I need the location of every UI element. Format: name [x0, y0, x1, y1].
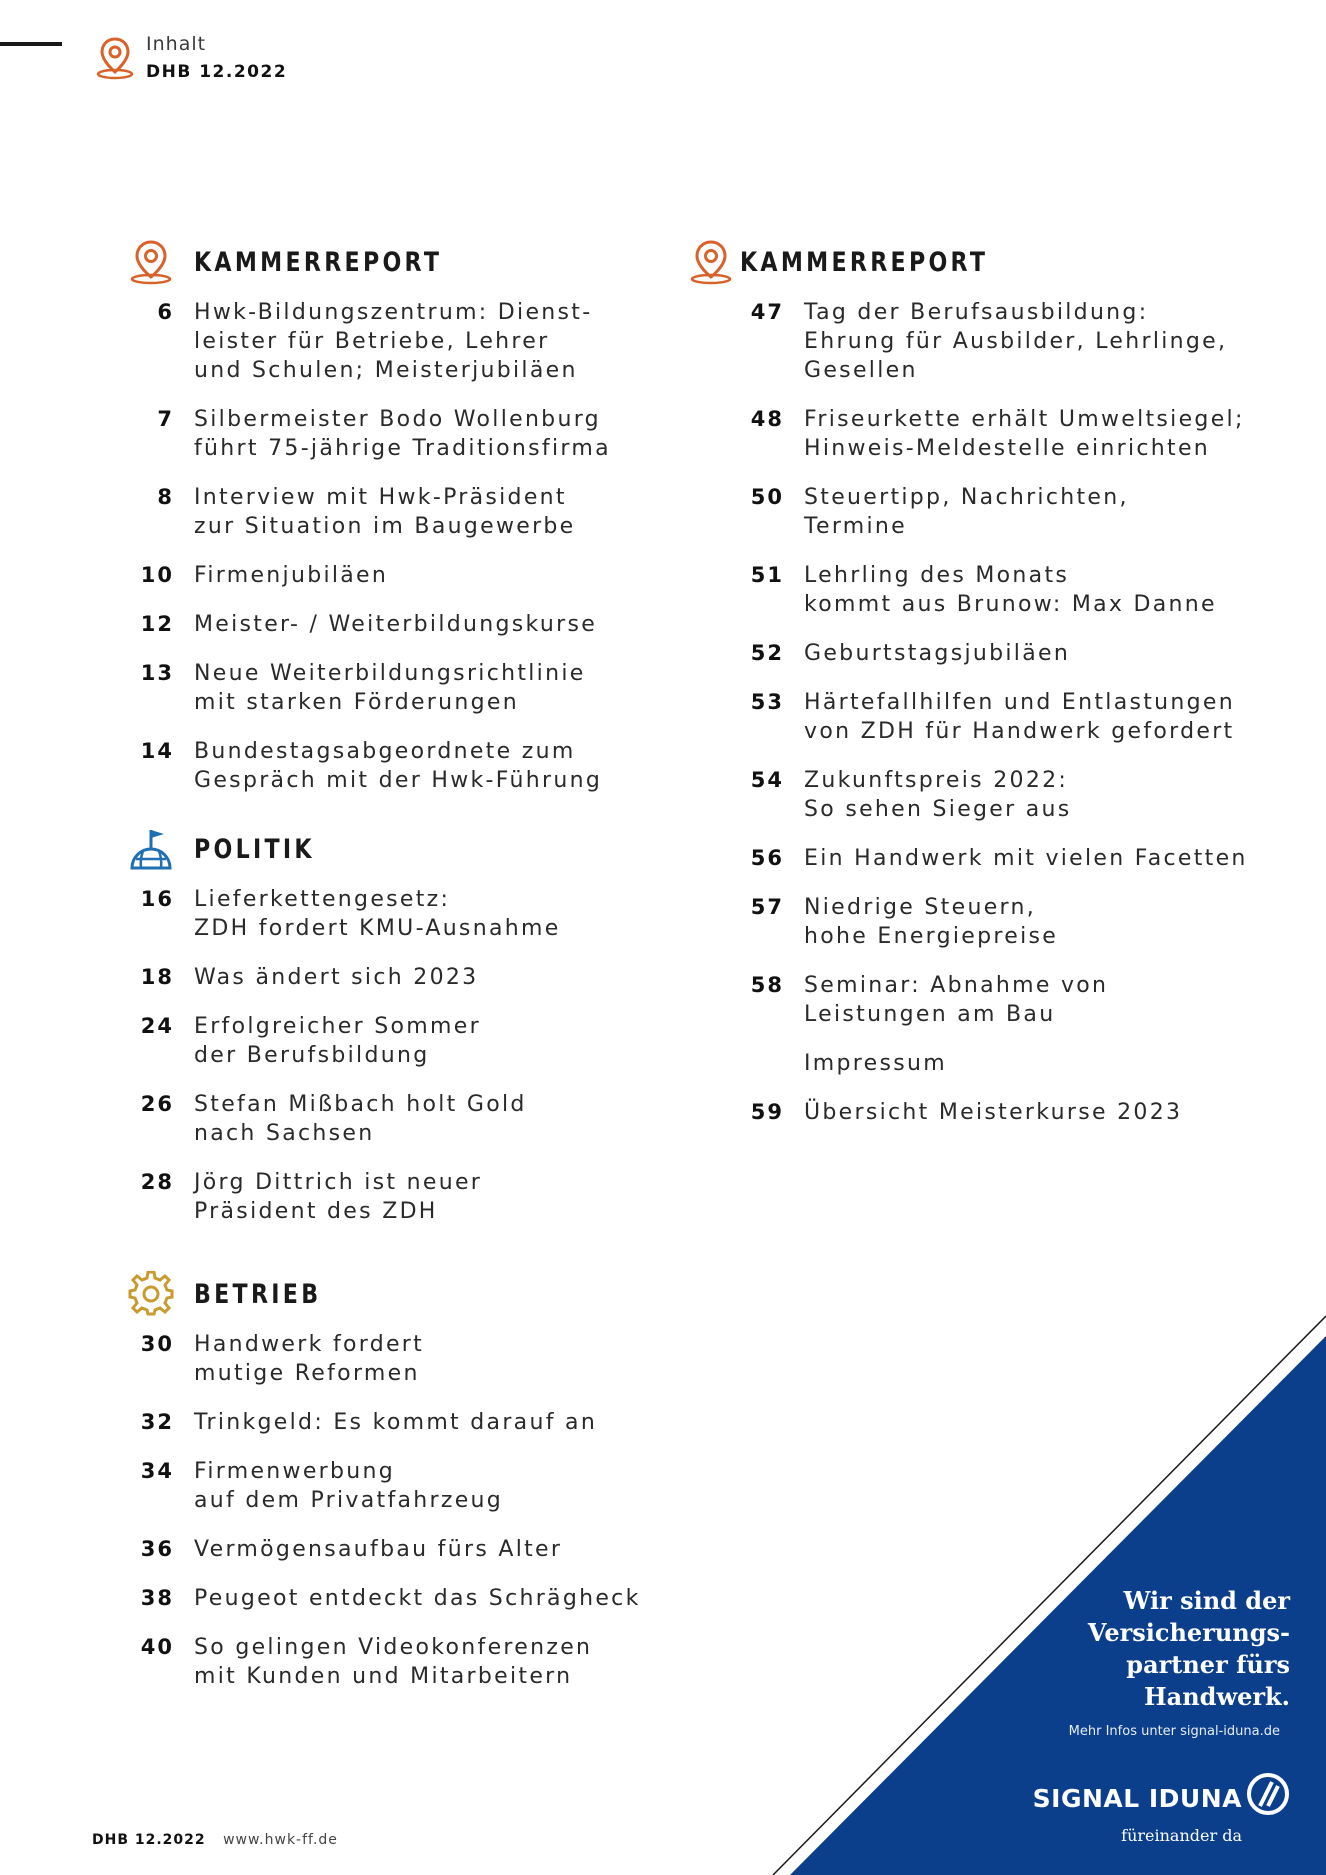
- section-title: POLITIK: [194, 833, 315, 865]
- entry-title: Interview mit Hwk-Präsident zur Situation im Baugewerbe: [194, 485, 576, 539]
- footer-url-link[interactable]: www.hwk-ff.de: [223, 1832, 338, 1848]
- entry-page-number: 12: [140, 612, 174, 636]
- entry-title: Ein Handwerk mit vielen Facetten: [804, 846, 1248, 871]
- toc-entry[interactable]: [128, 659, 688, 717]
- entry-title: Peugeot entdeckt das Schrägheck: [194, 1586, 641, 1611]
- toc-right-column: [688, 238, 1288, 1127]
- header-issue-label: DHB 12.2022: [146, 62, 288, 82]
- section-politik: [128, 825, 688, 873]
- toc-entry[interactable]: [738, 844, 1288, 873]
- entry-page-number: 48: [750, 407, 784, 431]
- toc-entry[interactable]: [738, 893, 1288, 951]
- map-pin-icon: [94, 36, 136, 80]
- toc-entry[interactable]: [738, 405, 1288, 463]
- entry-page-number: 13: [140, 661, 174, 685]
- brand-name: SIGNAL IDUNA: [1032, 1784, 1242, 1813]
- entry-page-number: 52: [750, 641, 784, 665]
- toc-entry[interactable]: [128, 610, 688, 639]
- toc-entry[interactable]: [128, 1633, 688, 1691]
- entry-page-number: 18: [140, 965, 174, 989]
- entry-page-number: 59: [750, 1100, 784, 1124]
- toc-entry[interactable]: [128, 1457, 688, 1515]
- section-title: KAMMERREPORT: [194, 246, 443, 278]
- section-kammerreport-left: [128, 238, 688, 286]
- entry-page-number: 36: [140, 1537, 174, 1561]
- entry-page-number: 34: [140, 1459, 174, 1483]
- entry-title: Firmenjubiläen: [194, 563, 389, 588]
- entry-title: Lehrling des Monats kommt aus Brunow: Max Danne: [804, 563, 1217, 617]
- entry-title: Was ändert sich 2023: [194, 965, 479, 990]
- entry-page-number: 58: [750, 973, 784, 997]
- entry-page-number: 57: [750, 895, 784, 919]
- entry-title: Erfolgreicher Sommer der Berufsbildung: [194, 1014, 481, 1068]
- entry-page-number: 28: [140, 1170, 174, 1194]
- toc-entry[interactable]: [738, 971, 1288, 1029]
- entry-title: Seminar: Abnahme von Leistungen am Bau: [804, 973, 1109, 1027]
- toc-entry[interactable]: [738, 561, 1288, 619]
- toc-entry[interactable]: [128, 1408, 688, 1437]
- toc-entry[interactable]: [738, 688, 1288, 746]
- footer-issue: DHB 12.2022: [92, 1832, 206, 1848]
- ad-info-link[interactable]: Mehr Infos unter signal-iduna.de: [1068, 1724, 1280, 1739]
- toc-entry[interactable]: [128, 1168, 688, 1226]
- entry-page-number: 50: [750, 485, 784, 509]
- entry-title: Tag der Berufsausbildung: Ehrung für Ausbilder, Lehrlinge, Gesellen: [804, 300, 1228, 383]
- entry-page-number: 26: [140, 1092, 174, 1116]
- entry-title: Lieferkettengesetz: ZDH fordert KMU-Ausnahme: [194, 887, 561, 941]
- toc-entry[interactable]: [128, 737, 688, 795]
- toc-entry[interactable]: [128, 1584, 688, 1613]
- entry-title: Handwerk fordert mutige Reformen: [194, 1332, 425, 1386]
- entry-title: Vermögensaufbau fürs Alter: [194, 1537, 563, 1562]
- entry-title: Silbermeister Bodo Wollenburg führt 75-jährige Traditionsfirma: [194, 407, 611, 461]
- entry-title: Übersicht Meisterkurse 2023: [804, 1100, 1183, 1125]
- map-pin-icon: [128, 239, 174, 285]
- entry-title: Bundestagsabgeordnete zum Gespräch mit der Hwk-Führung: [194, 739, 603, 793]
- signal-iduna-logo-icon: [1246, 1772, 1290, 1816]
- toc-left-column: [128, 238, 688, 1691]
- section-title: KAMMERREPORT: [740, 246, 989, 278]
- entry-page-number: 40: [140, 1635, 174, 1659]
- ad-slogan: Wir sind der Versicherungs- partner fürs Handwerk.: [1087, 1586, 1290, 1711]
- entry-page-number: 6: [157, 300, 174, 324]
- entry-page-number: 8: [157, 485, 174, 509]
- entry-page-number: 30: [140, 1332, 174, 1356]
- entry-title: Stefan Mißbach holt Gold nach Sachsen: [194, 1092, 527, 1146]
- entry-title: Steuertipp, Nachrichten, Termine: [804, 485, 1129, 539]
- toc-entry[interactable]: [738, 766, 1288, 824]
- entry-title: Meister- / Weiterbildungskurse: [194, 612, 598, 637]
- toc-entry[interactable]: [128, 1535, 688, 1564]
- entry-page-number: 24: [140, 1014, 174, 1038]
- entry-title: Niedrige Steuern, hohe Energiepreise: [804, 895, 1059, 949]
- toc-entry[interactable]: [738, 483, 1288, 541]
- toc-entry[interactable]: [128, 963, 688, 992]
- globe-flag-icon: [128, 826, 174, 872]
- toc-entry[interactable]: [738, 639, 1288, 668]
- toc-entry[interactable]: [128, 405, 688, 463]
- signal-iduna-ad[interactable]: [760, 1300, 1326, 1875]
- toc-entry[interactable]: [738, 1098, 1288, 1127]
- entry-title: Firmenwerbung auf dem Privatfahrzeug: [194, 1459, 504, 1513]
- header-section-label: Inhalt: [146, 33, 207, 55]
- entry-title: Friseurkette erhält Umweltsiegel; Hinweis-Meldestelle einrichten: [804, 407, 1245, 461]
- entry-page-number: 16: [140, 887, 174, 911]
- map-pin-icon: [688, 239, 734, 285]
- header-rule: [0, 42, 62, 46]
- toc-entry[interactable]: [128, 1012, 688, 1070]
- entry-page-number: 47: [750, 300, 784, 324]
- page-footer: [92, 1832, 338, 1848]
- toc-entry[interactable]: [128, 1330, 688, 1388]
- entry-title: Impressum: [804, 1051, 947, 1076]
- toc-entry[interactable]: [128, 561, 688, 590]
- entry-title: Jörg Dittrich ist neuer Präsident des ZDH: [194, 1170, 483, 1224]
- entry-page-number: 14: [140, 739, 174, 763]
- entry-title: Trinkgeld: Es kommt darauf an: [194, 1410, 598, 1435]
- section-betrieb: [128, 1270, 688, 1318]
- entry-page-number: 10: [140, 563, 174, 587]
- entry-title: Geburtstagsjubiläen: [804, 641, 1071, 666]
- entry-page-number: 7: [157, 407, 174, 431]
- entry-page-number: 51: [750, 563, 784, 587]
- toc-entry-impressum[interactable]: [738, 1049, 1288, 1078]
- entry-page-number: 32: [140, 1410, 174, 1434]
- toc-entry[interactable]: [128, 1090, 688, 1148]
- toc-entry[interactable]: [738, 298, 1288, 385]
- entry-title: So gelingen Videokonferenzen mit Kunden und Mitarbeitern: [194, 1635, 593, 1689]
- toc-entry[interactable]: [128, 298, 688, 385]
- entry-page-number: 54: [750, 768, 784, 792]
- entry-page-number: 53: [750, 690, 784, 714]
- section-kammerreport-right: [688, 238, 1288, 286]
- entry-title: Zukunftspreis 2022: So sehen Sieger aus: [804, 768, 1072, 822]
- entry-title: Hwk-Bildungszentrum: Dienst- leister für Betriebe, Lehrer und Schulen; Meisterjubiläen: [194, 300, 593, 383]
- gear-icon: [128, 1271, 174, 1317]
- entry-page-number: 56: [750, 846, 784, 870]
- section-title: BETRIEB: [194, 1278, 322, 1310]
- toc-entry[interactable]: [128, 483, 688, 541]
- entry-page-number: 38: [140, 1586, 174, 1610]
- brand-tagline: füreinander da: [1121, 1826, 1242, 1845]
- toc-entry[interactable]: [128, 885, 688, 943]
- entry-title: Neue Weiterbildungsrichtlinie mit starken Förderungen: [194, 661, 586, 715]
- entry-title: Härtefallhilfen und Entlastungen von ZDH für Handwerk gefordert: [804, 690, 1235, 744]
